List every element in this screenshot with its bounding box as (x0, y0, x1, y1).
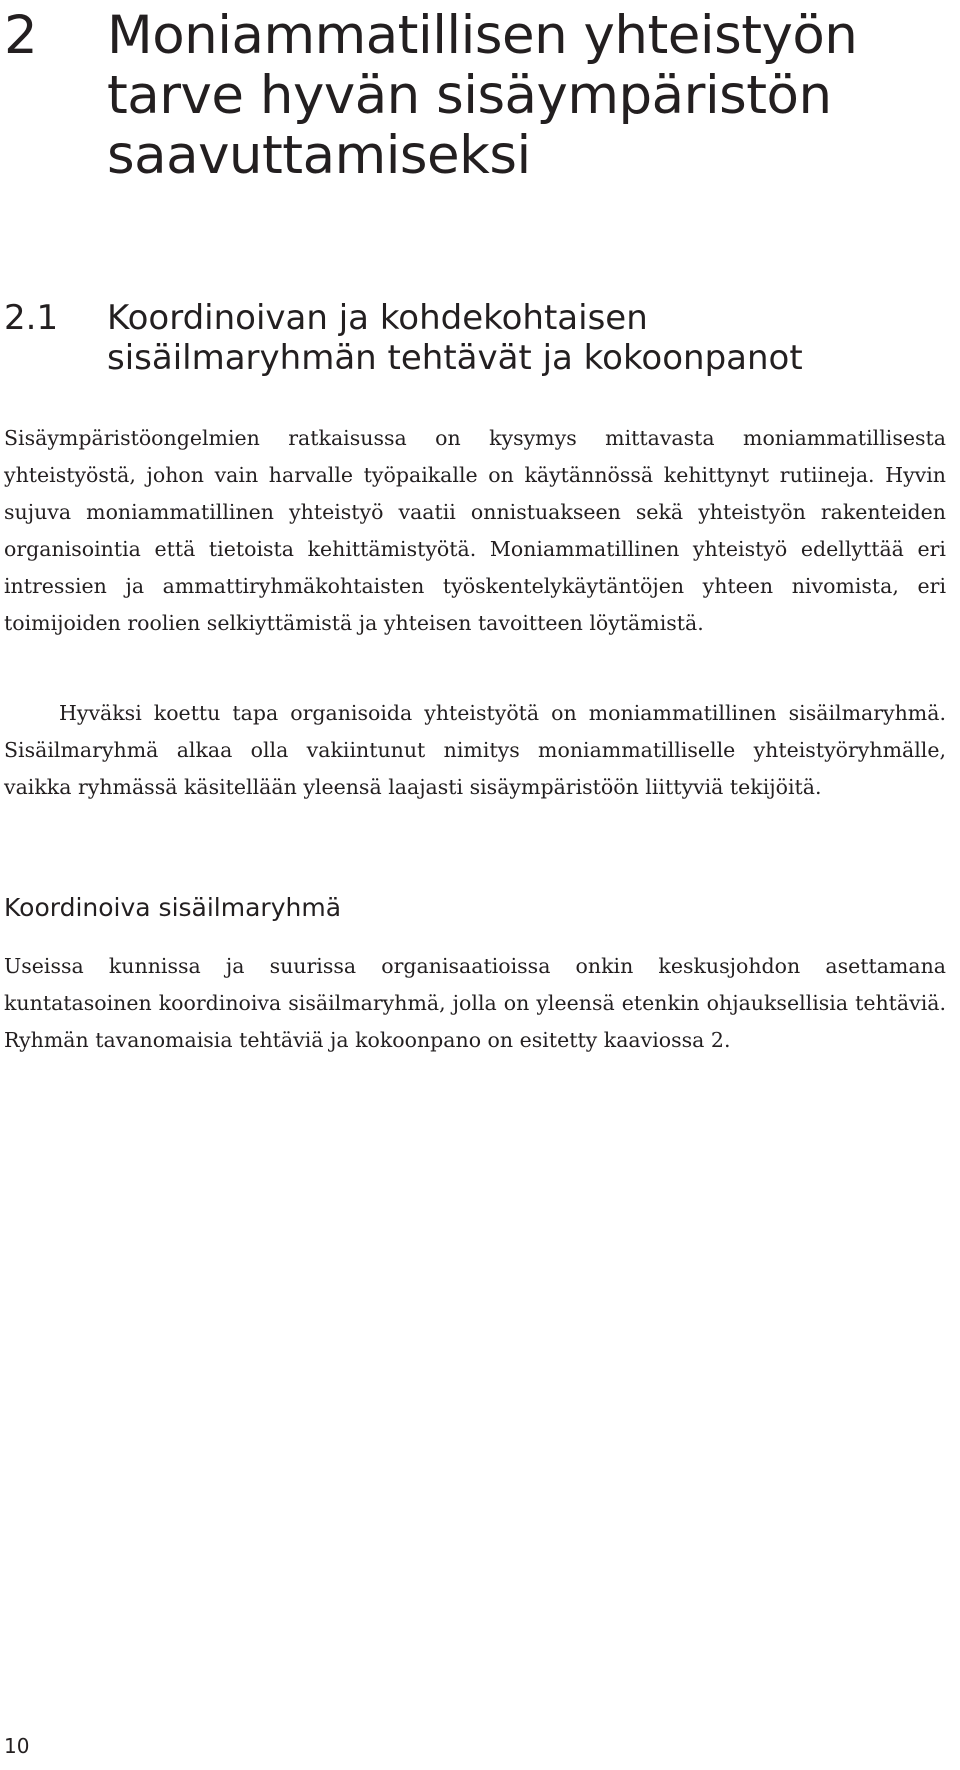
subsection-heading: Koordinoiva sisäilmaryhmä (4, 893, 342, 922)
section-heading (4, 298, 954, 378)
body-paragraph-2: Hyväksi koettu tapa organisoida yhteistyötä on moniammatillinen sisäilmaryhmä. Sisäilmaryhmä alkaa olla vakiintunut nimitys moniammatilliselle yhteistyöryhmälle, vaikka ryhmässä käsitellään yleensä laajasti sisäympäristöön liittyviä tekijöitä. (4, 701, 946, 799)
chapter-number: 2 (4, 5, 38, 66)
section-number: 2.1 (4, 298, 59, 338)
body-paragraph-1: Sisäympäristöongelmien ratkaisussa on kysymys mittavasta moniammatillisesta yhteistyöstä, johon vain harvalle työpaikalle on käytännössä kehittynyt rutiineja. Hyvin sujuva moniammatillinen yhteistyö vaatii onnistuakseen sekä yhteistyön rakenteiden organisointia että tietoista kehittämistyötä. Moniammatillinen yhteistyö edellyttää eri intressien ja ammattiryhmäkohtaisten työskentelykäytäntöjen yhteen nivomista, eri toimijoiden roolien selkiyttämistä ja yhteisen tavoitteen löytämistä. (4, 426, 946, 635)
section-title: Koordinoivan ja kohdekohtaisen sisäilmaryhmän tehtävät ja kokoonpanot (107, 298, 803, 378)
chapter-title: Moniammatillisen yhteistyön tarve hyvän sisäympäristön saavuttamiseksi (107, 5, 858, 186)
page-number: 10 (4, 1734, 30, 1758)
subsection-paragraph: Useissa kunnissa ja suurissa organisaatioissa onkin keskusjohdon asettamana kuntatasoinen koordinoiva sisäilmaryhmä, jolla on yleensä etenkin ohjauksellisia tehtäviä. Ryhmän tavanomaisia tehtäviä ja kokoonpano on esitetty kaaviossa 2. (4, 954, 946, 1052)
chapter-heading (4, 6, 954, 186)
